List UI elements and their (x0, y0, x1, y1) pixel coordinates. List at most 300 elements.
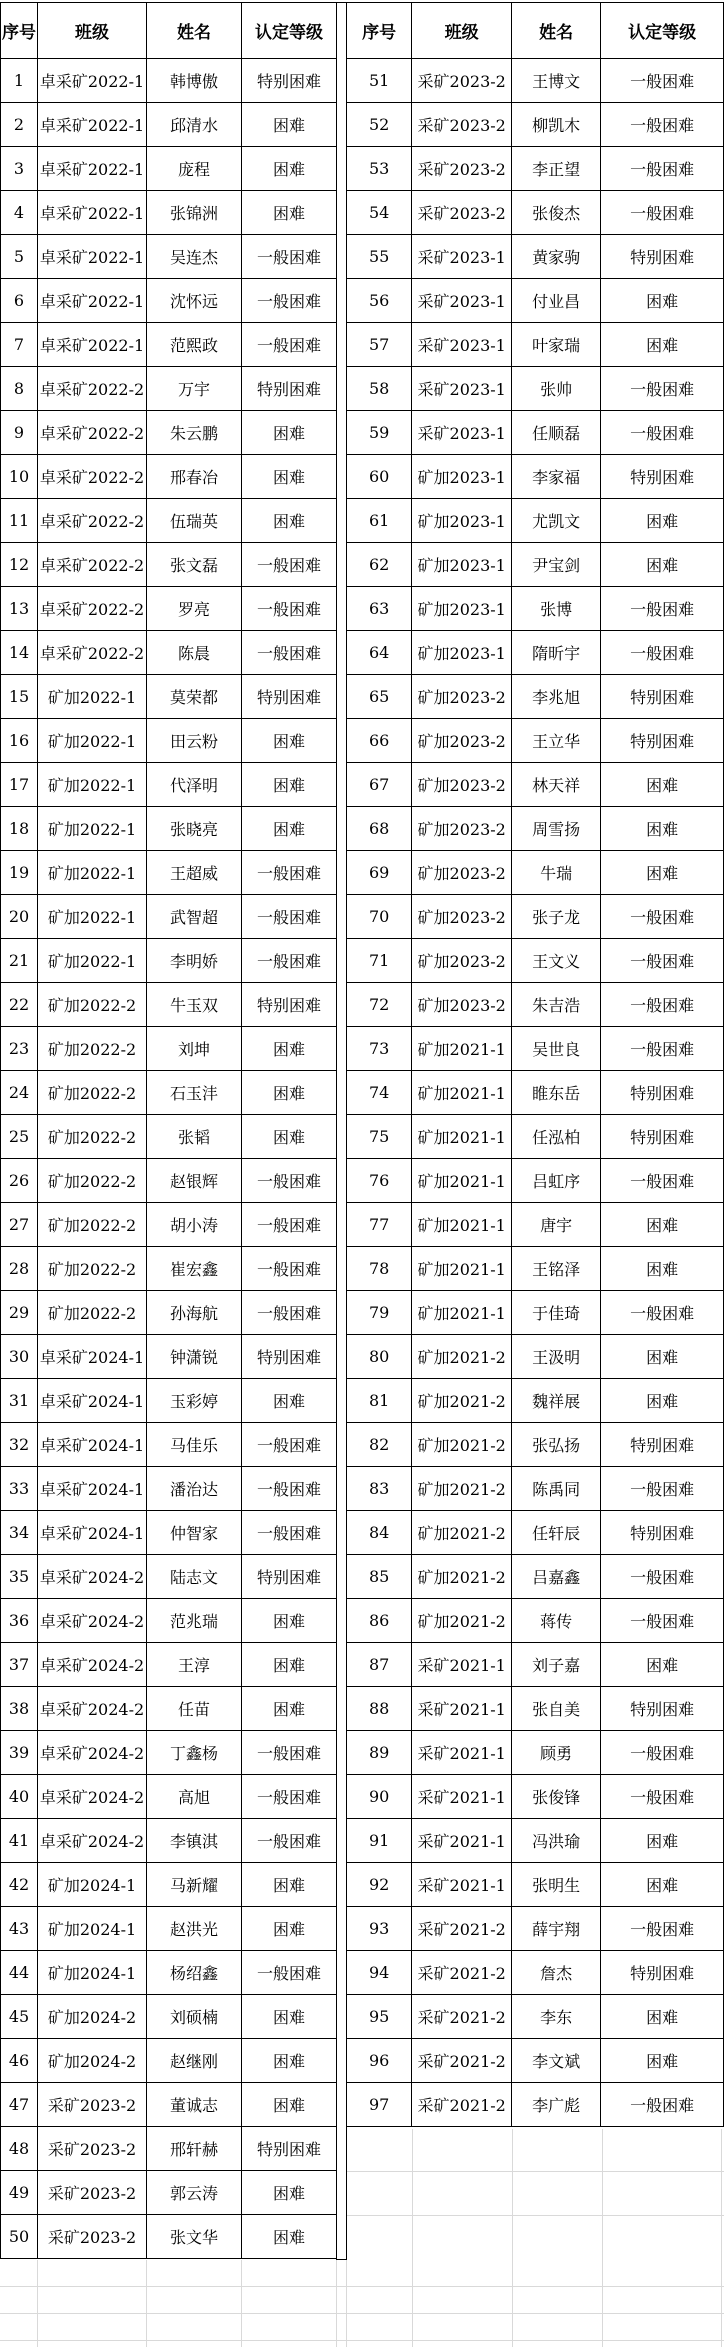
cell-name[interactable]: 任泓柏 (512, 1115, 601, 1159)
cell-class[interactable]: 采矿2023-1 (412, 279, 512, 323)
cell-no[interactable]: 17 (1, 763, 38, 807)
cell-class[interactable]: 矿加2024-1 (38, 1863, 147, 1907)
cell-name[interactable]: 万宇 (147, 367, 242, 411)
cell-level[interactable]: 特别困难 (601, 1511, 724, 1555)
cell-class[interactable]: 采矿2021-2 (412, 1995, 512, 2039)
cell-name[interactable]: 范熙政 (147, 323, 242, 367)
cell-level[interactable]: 困难 (601, 851, 724, 895)
cell-class[interactable]: 矿加2021-2 (412, 1335, 512, 1379)
cell-name[interactable]: 张子龙 (512, 895, 601, 939)
cell-class[interactable]: 采矿2021-2 (412, 2039, 512, 2083)
cell-no[interactable]: 58 (347, 367, 412, 411)
cell-name[interactable]: 李明娇 (147, 939, 242, 983)
cell-name[interactable]: 睢东岳 (512, 1071, 601, 1115)
cell-no[interactable]: 57 (347, 323, 412, 367)
cell-no[interactable]: 80 (347, 1335, 412, 1379)
cell-no[interactable]: 44 (1, 1951, 38, 1995)
cell-name[interactable]: 隋昕宇 (512, 631, 601, 675)
cell-no[interactable]: 11 (1, 499, 38, 543)
cell-class[interactable]: 矿加2022-1 (38, 807, 147, 851)
cell-class[interactable]: 卓采矿2024-1 (38, 1335, 147, 1379)
cell-name[interactable]: 付业昌 (512, 279, 601, 323)
cell-name[interactable]: 任顺磊 (512, 411, 601, 455)
cell-no[interactable]: 94 (347, 1951, 412, 1995)
cell-class[interactable]: 采矿2021-1 (412, 1863, 512, 1907)
cell-no[interactable]: 61 (347, 499, 412, 543)
cell-name[interactable]: 仲智家 (147, 1511, 242, 1555)
cell-level[interactable]: 困难 (601, 2039, 724, 2083)
cell-class[interactable]: 采矿2021-2 (412, 1951, 512, 1995)
cell-no[interactable]: 52 (347, 103, 412, 147)
cell-no[interactable]: 67 (347, 763, 412, 807)
cell-no[interactable]: 84 (347, 1511, 412, 1555)
cell-no[interactable]: 78 (347, 1247, 412, 1291)
cell-level[interactable]: 特别困难 (601, 719, 724, 763)
cell-name[interactable]: 韩博傲 (147, 59, 242, 103)
cell-no[interactable]: 91 (347, 1819, 412, 1863)
cell-no[interactable]: 65 (347, 675, 412, 719)
cell-no[interactable]: 50 (1, 2215, 38, 2259)
cell-level[interactable]: 困难 (242, 719, 337, 763)
cell-level[interactable]: 一般困难 (601, 1555, 724, 1599)
cell-no[interactable]: 92 (347, 1863, 412, 1907)
cell-class[interactable]: 卓采矿2022-2 (38, 631, 147, 675)
cell-class[interactable]: 矿加2023-1 (412, 543, 512, 587)
cell-level[interactable]: 困难 (601, 1995, 724, 2039)
cell-class[interactable]: 矿加2021-2 (412, 1511, 512, 1555)
cell-level[interactable]: 一般困难 (242, 1203, 337, 1247)
cell-class[interactable]: 矿加2023-2 (412, 895, 512, 939)
cell-no[interactable]: 68 (347, 807, 412, 851)
cell-name[interactable]: 王淳 (147, 1643, 242, 1687)
cell-name[interactable]: 孙海航 (147, 1291, 242, 1335)
cell-no[interactable]: 82 (347, 1423, 412, 1467)
cell-class[interactable]: 矿加2021-1 (412, 1247, 512, 1291)
cell-no[interactable]: 81 (347, 1379, 412, 1423)
cell-name[interactable]: 玉彩婷 (147, 1379, 242, 1423)
cell-no[interactable]: 40 (1, 1775, 38, 1819)
cell-class[interactable]: 矿加2021-2 (412, 1467, 512, 1511)
cell-class[interactable]: 卓采矿2024-2 (38, 1555, 147, 1599)
cell-no[interactable]: 79 (347, 1291, 412, 1335)
cell-class[interactable]: 矿加2021-2 (412, 1379, 512, 1423)
cell-no[interactable]: 75 (347, 1115, 412, 1159)
cell-no[interactable]: 6 (1, 279, 38, 323)
cell-name[interactable]: 李兆旭 (512, 675, 601, 719)
cell-name[interactable]: 吴世良 (512, 1027, 601, 1071)
cell-name[interactable]: 吕嘉鑫 (512, 1555, 601, 1599)
cell-no[interactable]: 47 (1, 2083, 38, 2127)
cell-level[interactable]: 困难 (242, 1687, 337, 1731)
cell-name[interactable]: 张文磊 (147, 543, 242, 587)
cell-class[interactable]: 卓采矿2024-2 (38, 1687, 147, 1731)
cell-class[interactable]: 矿加2021-1 (412, 1203, 512, 1247)
cell-class[interactable]: 采矿2023-1 (412, 323, 512, 367)
cell-name[interactable]: 伍瑞英 (147, 499, 242, 543)
cell-class[interactable]: 卓采矿2022-1 (38, 59, 147, 103)
cell-name[interactable]: 刘子嘉 (512, 1643, 601, 1687)
cell-level[interactable]: 特别困难 (242, 1335, 337, 1379)
cell-no[interactable]: 14 (1, 631, 38, 675)
cell-class[interactable]: 卓采矿2024-1 (38, 1467, 147, 1511)
header-no[interactable]: 序号 (1, 3, 38, 59)
cell-class[interactable]: 矿加2023-2 (412, 807, 512, 851)
cell-class[interactable]: 卓采矿2022-1 (38, 323, 147, 367)
cell-name[interactable]: 张自美 (512, 1687, 601, 1731)
header-level[interactable]: 认定等级 (601, 3, 724, 59)
cell-class[interactable]: 采矿2021-1 (412, 1775, 512, 1819)
cell-level[interactable]: 一般困难 (242, 1291, 337, 1335)
cell-no[interactable]: 12 (1, 543, 38, 587)
cell-no[interactable]: 72 (347, 983, 412, 1027)
cell-name[interactable]: 李文斌 (512, 2039, 601, 2083)
cell-no[interactable]: 96 (347, 2039, 412, 2083)
cell-level[interactable]: 困难 (601, 1643, 724, 1687)
cell-level[interactable]: 困难 (242, 1115, 337, 1159)
cell-class[interactable]: 矿加2022-2 (38, 1115, 147, 1159)
cell-name[interactable]: 牛瑞 (512, 851, 601, 895)
cell-level[interactable]: 特别困难 (601, 675, 724, 719)
cell-no[interactable]: 73 (347, 1027, 412, 1071)
cell-class[interactable]: 采矿2023-2 (38, 2171, 147, 2215)
cell-level[interactable]: 一般困难 (601, 895, 724, 939)
cell-class[interactable]: 卓采矿2024-1 (38, 1511, 147, 1555)
cell-class[interactable]: 采矿2021-1 (412, 1687, 512, 1731)
cell-name[interactable]: 朱云鹏 (147, 411, 242, 455)
cell-no[interactable]: 66 (347, 719, 412, 763)
cell-no[interactable]: 7 (1, 323, 38, 367)
cell-level[interactable]: 一般困难 (242, 1731, 337, 1775)
cell-name[interactable]: 林天祥 (512, 763, 601, 807)
cell-name[interactable]: 莫荣都 (147, 675, 242, 719)
cell-level[interactable]: 一般困难 (242, 587, 337, 631)
cell-no[interactable]: 18 (1, 807, 38, 851)
cell-level[interactable]: 特别困难 (601, 1115, 724, 1159)
cell-no[interactable]: 30 (1, 1335, 38, 1379)
cell-no[interactable]: 70 (347, 895, 412, 939)
cell-name[interactable]: 吕虹序 (512, 1159, 601, 1203)
cell-class[interactable]: 卓采矿2022-2 (38, 455, 147, 499)
cell-level[interactable]: 一般困难 (601, 367, 724, 411)
cell-class[interactable]: 矿加2022-1 (38, 851, 147, 895)
cell-no[interactable]: 63 (347, 587, 412, 631)
cell-level[interactable]: 一般困难 (601, 1731, 724, 1775)
cell-no[interactable]: 19 (1, 851, 38, 895)
cell-name[interactable]: 张锦洲 (147, 191, 242, 235)
cell-level[interactable]: 一般困难 (242, 279, 337, 323)
cell-level[interactable]: 特别困难 (242, 675, 337, 719)
cell-name[interactable]: 唐宇 (512, 1203, 601, 1247)
cell-name[interactable]: 董诚志 (147, 2083, 242, 2127)
cell-level[interactable]: 一般困难 (242, 1467, 337, 1511)
cell-level[interactable]: 特别困难 (242, 59, 337, 103)
cell-class[interactable]: 矿加2023-2 (412, 983, 512, 1027)
cell-name[interactable]: 郭云涛 (147, 2171, 242, 2215)
cell-class[interactable]: 矿加2022-2 (38, 1027, 147, 1071)
cell-no[interactable]: 62 (347, 543, 412, 587)
cell-class[interactable]: 卓采矿2024-2 (38, 1819, 147, 1863)
cell-no[interactable]: 37 (1, 1643, 38, 1687)
cell-level[interactable]: 困难 (601, 1863, 724, 1907)
cell-level[interactable]: 困难 (242, 1027, 337, 1071)
cell-no[interactable]: 77 (347, 1203, 412, 1247)
cell-class[interactable]: 矿加2021-2 (412, 1423, 512, 1467)
cell-level[interactable]: 一般困难 (242, 895, 337, 939)
cell-no[interactable]: 20 (1, 895, 38, 939)
header-class[interactable]: 班级 (412, 3, 512, 59)
cell-no[interactable]: 35 (1, 1555, 38, 1599)
cell-class[interactable]: 卓采矿2022-1 (38, 147, 147, 191)
cell-level[interactable]: 特别困难 (601, 235, 724, 279)
cell-name[interactable]: 胡小涛 (147, 1203, 242, 1247)
cell-class[interactable]: 卓采矿2024-1 (38, 1379, 147, 1423)
cell-name[interactable]: 丁鑫杨 (147, 1731, 242, 1775)
cell-name[interactable]: 冯洪瑜 (512, 1819, 601, 1863)
cell-name[interactable]: 张帅 (512, 367, 601, 411)
cell-class[interactable]: 卓采矿2022-1 (38, 235, 147, 279)
cell-level[interactable]: 一般困难 (601, 939, 724, 983)
cell-class[interactable]: 采矿2023-2 (38, 2215, 147, 2259)
cell-no[interactable]: 22 (1, 983, 38, 1027)
cell-no[interactable]: 54 (347, 191, 412, 235)
cell-level[interactable]: 困难 (242, 1907, 337, 1951)
cell-level[interactable]: 困难 (601, 543, 724, 587)
header-level[interactable]: 认定等级 (242, 3, 337, 59)
cell-no[interactable]: 64 (347, 631, 412, 675)
cell-name[interactable]: 吴连杰 (147, 235, 242, 279)
cell-level[interactable]: 困难 (601, 1203, 724, 1247)
cell-level[interactable]: 一般困难 (601, 411, 724, 455)
cell-level[interactable]: 困难 (601, 763, 724, 807)
cell-name[interactable]: 魏祥展 (512, 1379, 601, 1423)
cell-no[interactable]: 8 (1, 367, 38, 411)
cell-level[interactable]: 困难 (242, 1863, 337, 1907)
cell-class[interactable]: 采矿2023-2 (38, 2083, 147, 2127)
cell-name[interactable]: 王汲明 (512, 1335, 601, 1379)
cell-name[interactable]: 庞程 (147, 147, 242, 191)
cell-class[interactable]: 矿加2022-1 (38, 763, 147, 807)
cell-no[interactable]: 16 (1, 719, 38, 763)
cell-level[interactable]: 一般困难 (601, 1291, 724, 1335)
cell-class[interactable]: 采矿2021-2 (412, 2083, 512, 2127)
cell-name[interactable]: 罗亮 (147, 587, 242, 631)
cell-level[interactable]: 特别困难 (601, 455, 724, 499)
cell-no[interactable]: 3 (1, 147, 38, 191)
cell-no[interactable]: 95 (347, 1995, 412, 2039)
cell-class[interactable]: 采矿2023-2 (38, 2127, 147, 2171)
cell-class[interactable]: 矿加2022-1 (38, 895, 147, 939)
cell-class[interactable]: 矿加2021-1 (412, 1291, 512, 1335)
cell-level[interactable]: 困难 (601, 1819, 724, 1863)
cell-name[interactable]: 马佳乐 (147, 1423, 242, 1467)
cell-no[interactable]: 27 (1, 1203, 38, 1247)
cell-level[interactable]: 困难 (242, 1071, 337, 1115)
cell-no[interactable]: 89 (347, 1731, 412, 1775)
cell-class[interactable]: 矿加2021-2 (412, 1555, 512, 1599)
cell-no[interactable]: 15 (1, 675, 38, 719)
cell-name[interactable]: 柳凯木 (512, 103, 601, 147)
header-name[interactable]: 姓名 (147, 3, 242, 59)
cell-name[interactable]: 黄家驹 (512, 235, 601, 279)
cell-no[interactable]: 59 (347, 411, 412, 455)
cell-class[interactable]: 矿加2021-1 (412, 1027, 512, 1071)
cell-no[interactable]: 90 (347, 1775, 412, 1819)
cell-level[interactable]: 一般困难 (601, 1467, 724, 1511)
cell-no[interactable]: 42 (1, 1863, 38, 1907)
cell-no[interactable]: 85 (347, 1555, 412, 1599)
cell-level[interactable]: 困难 (242, 191, 337, 235)
cell-level[interactable]: 一般困难 (601, 1775, 724, 1819)
cell-level[interactable]: 特别困难 (601, 1951, 724, 1995)
cell-name[interactable]: 李正望 (512, 147, 601, 191)
cell-class[interactable]: 矿加2023-2 (412, 675, 512, 719)
cell-level[interactable]: 特别困难 (601, 1687, 724, 1731)
cell-level[interactable]: 一般困难 (242, 1247, 337, 1291)
cell-class[interactable]: 矿加2023-1 (412, 587, 512, 631)
cell-name[interactable]: 詹杰 (512, 1951, 601, 1995)
cell-class[interactable]: 采矿2021-2 (412, 1907, 512, 1951)
cell-no[interactable]: 83 (347, 1467, 412, 1511)
cell-level[interactable]: 一般困难 (601, 191, 724, 235)
cell-level[interactable]: 困难 (601, 499, 724, 543)
cell-level[interactable]: 特别困难 (601, 1423, 724, 1467)
cell-level[interactable]: 困难 (242, 411, 337, 455)
cell-no[interactable]: 23 (1, 1027, 38, 1071)
cell-no[interactable]: 13 (1, 587, 38, 631)
cell-class[interactable]: 卓采矿2024-2 (38, 1731, 147, 1775)
cell-name[interactable]: 朱吉浩 (512, 983, 601, 1027)
cell-level[interactable]: 特别困难 (242, 1555, 337, 1599)
cell-level[interactable]: 一般困难 (601, 147, 724, 191)
cell-class[interactable]: 采矿2023-2 (412, 103, 512, 147)
cell-level[interactable]: 一般困难 (242, 1159, 337, 1203)
cell-level[interactable]: 困难 (242, 807, 337, 851)
cell-level[interactable]: 一般困难 (242, 1423, 337, 1467)
cell-no[interactable]: 39 (1, 1731, 38, 1775)
cell-class[interactable]: 矿加2023-1 (412, 455, 512, 499)
cell-name[interactable]: 王立华 (512, 719, 601, 763)
cell-level[interactable]: 一般困难 (242, 1819, 337, 1863)
cell-class[interactable]: 卓采矿2022-2 (38, 411, 147, 455)
cell-class[interactable]: 卓采矿2024-1 (38, 1423, 147, 1467)
cell-name[interactable]: 王铭泽 (512, 1247, 601, 1291)
cell-level[interactable]: 困难 (601, 279, 724, 323)
cell-no[interactable]: 69 (347, 851, 412, 895)
cell-name[interactable]: 李镇淇 (147, 1819, 242, 1863)
cell-no[interactable]: 5 (1, 235, 38, 279)
cell-level[interactable]: 困难 (601, 1335, 724, 1379)
cell-no[interactable]: 21 (1, 939, 38, 983)
cell-name[interactable]: 顾勇 (512, 1731, 601, 1775)
cell-level[interactable]: 困难 (601, 323, 724, 367)
cell-no[interactable]: 93 (347, 1907, 412, 1951)
cell-name[interactable]: 邱清水 (147, 103, 242, 147)
cell-class[interactable]: 采矿2021-1 (412, 1731, 512, 1775)
cell-no[interactable]: 31 (1, 1379, 38, 1423)
cell-no[interactable]: 38 (1, 1687, 38, 1731)
cell-level[interactable]: 特别困难 (242, 367, 337, 411)
cell-name[interactable]: 张弘扬 (512, 1423, 601, 1467)
cell-no[interactable]: 4 (1, 191, 38, 235)
cell-name[interactable]: 刘硕楠 (147, 1995, 242, 2039)
cell-level[interactable]: 一般困难 (242, 543, 337, 587)
cell-name[interactable]: 钟潇锐 (147, 1335, 242, 1379)
cell-class[interactable]: 矿加2023-2 (412, 719, 512, 763)
cell-name[interactable]: 潘治达 (147, 1467, 242, 1511)
cell-no[interactable]: 55 (347, 235, 412, 279)
cell-level[interactable]: 一般困难 (601, 1599, 724, 1643)
cell-name[interactable]: 李广彪 (512, 2083, 601, 2127)
cell-class[interactable]: 矿加2022-1 (38, 939, 147, 983)
cell-name[interactable]: 周雪扬 (512, 807, 601, 851)
cell-no[interactable]: 74 (347, 1071, 412, 1115)
cell-class[interactable]: 卓采矿2022-2 (38, 367, 147, 411)
cell-no[interactable]: 29 (1, 1291, 38, 1335)
cell-no[interactable]: 51 (347, 59, 412, 103)
cell-class[interactable]: 矿加2021-1 (412, 1159, 512, 1203)
cell-level[interactable]: 困难 (242, 499, 337, 543)
cell-level[interactable]: 一般困难 (242, 939, 337, 983)
cell-no[interactable]: 36 (1, 1599, 38, 1643)
cell-name[interactable]: 赵继刚 (147, 2039, 242, 2083)
cell-level[interactable]: 困难 (242, 147, 337, 191)
cell-no[interactable]: 53 (347, 147, 412, 191)
cell-name[interactable]: 薛宇翔 (512, 1907, 601, 1951)
cell-level[interactable]: 特别困难 (242, 983, 337, 1027)
cell-no[interactable]: 34 (1, 1511, 38, 1555)
cell-level[interactable]: 一般困难 (242, 631, 337, 675)
cell-name[interactable]: 王博文 (512, 59, 601, 103)
cell-level[interactable]: 一般困难 (601, 631, 724, 675)
cell-level[interactable]: 困难 (242, 763, 337, 807)
cell-name[interactable]: 张韬 (147, 1115, 242, 1159)
cell-no[interactable]: 24 (1, 1071, 38, 1115)
cell-no[interactable]: 2 (1, 103, 38, 147)
cell-name[interactable]: 沈怀远 (147, 279, 242, 323)
cell-name[interactable]: 蒋传 (512, 1599, 601, 1643)
cell-name[interactable]: 杨绍鑫 (147, 1951, 242, 1995)
cell-no[interactable]: 28 (1, 1247, 38, 1291)
cell-name[interactable]: 范兆瑞 (147, 1599, 242, 1643)
cell-no[interactable]: 9 (1, 411, 38, 455)
cell-level[interactable]: 一般困难 (601, 103, 724, 147)
cell-no[interactable]: 88 (347, 1687, 412, 1731)
cell-class[interactable]: 卓采矿2022-1 (38, 191, 147, 235)
cell-name[interactable]: 李家福 (512, 455, 601, 499)
cell-level[interactable]: 一般困难 (601, 587, 724, 631)
cell-level[interactable]: 一般困难 (601, 1159, 724, 1203)
cell-class[interactable]: 矿加2022-2 (38, 1203, 147, 1247)
cell-class[interactable]: 矿加2021-2 (412, 1599, 512, 1643)
cell-name[interactable]: 代泽明 (147, 763, 242, 807)
cell-name[interactable]: 陈晨 (147, 631, 242, 675)
cell-level[interactable]: 特别困难 (601, 1071, 724, 1115)
cell-no[interactable]: 45 (1, 1995, 38, 2039)
cell-class[interactable]: 采矿2021-1 (412, 1819, 512, 1863)
cell-class[interactable]: 矿加2023-2 (412, 851, 512, 895)
cell-no[interactable]: 86 (347, 1599, 412, 1643)
cell-class[interactable]: 矿加2022-1 (38, 719, 147, 763)
cell-level[interactable]: 困难 (242, 1599, 337, 1643)
cell-name[interactable]: 张俊杰 (512, 191, 601, 235)
cell-name[interactable]: 尤凯文 (512, 499, 601, 543)
cell-name[interactable]: 张俊锋 (512, 1775, 601, 1819)
cell-class[interactable]: 矿加2024-1 (38, 1951, 147, 1995)
cell-name[interactable]: 马新耀 (147, 1863, 242, 1907)
cell-level[interactable]: 一般困难 (242, 851, 337, 895)
cell-level[interactable]: 困难 (601, 807, 724, 851)
cell-no[interactable]: 49 (1, 2171, 38, 2215)
